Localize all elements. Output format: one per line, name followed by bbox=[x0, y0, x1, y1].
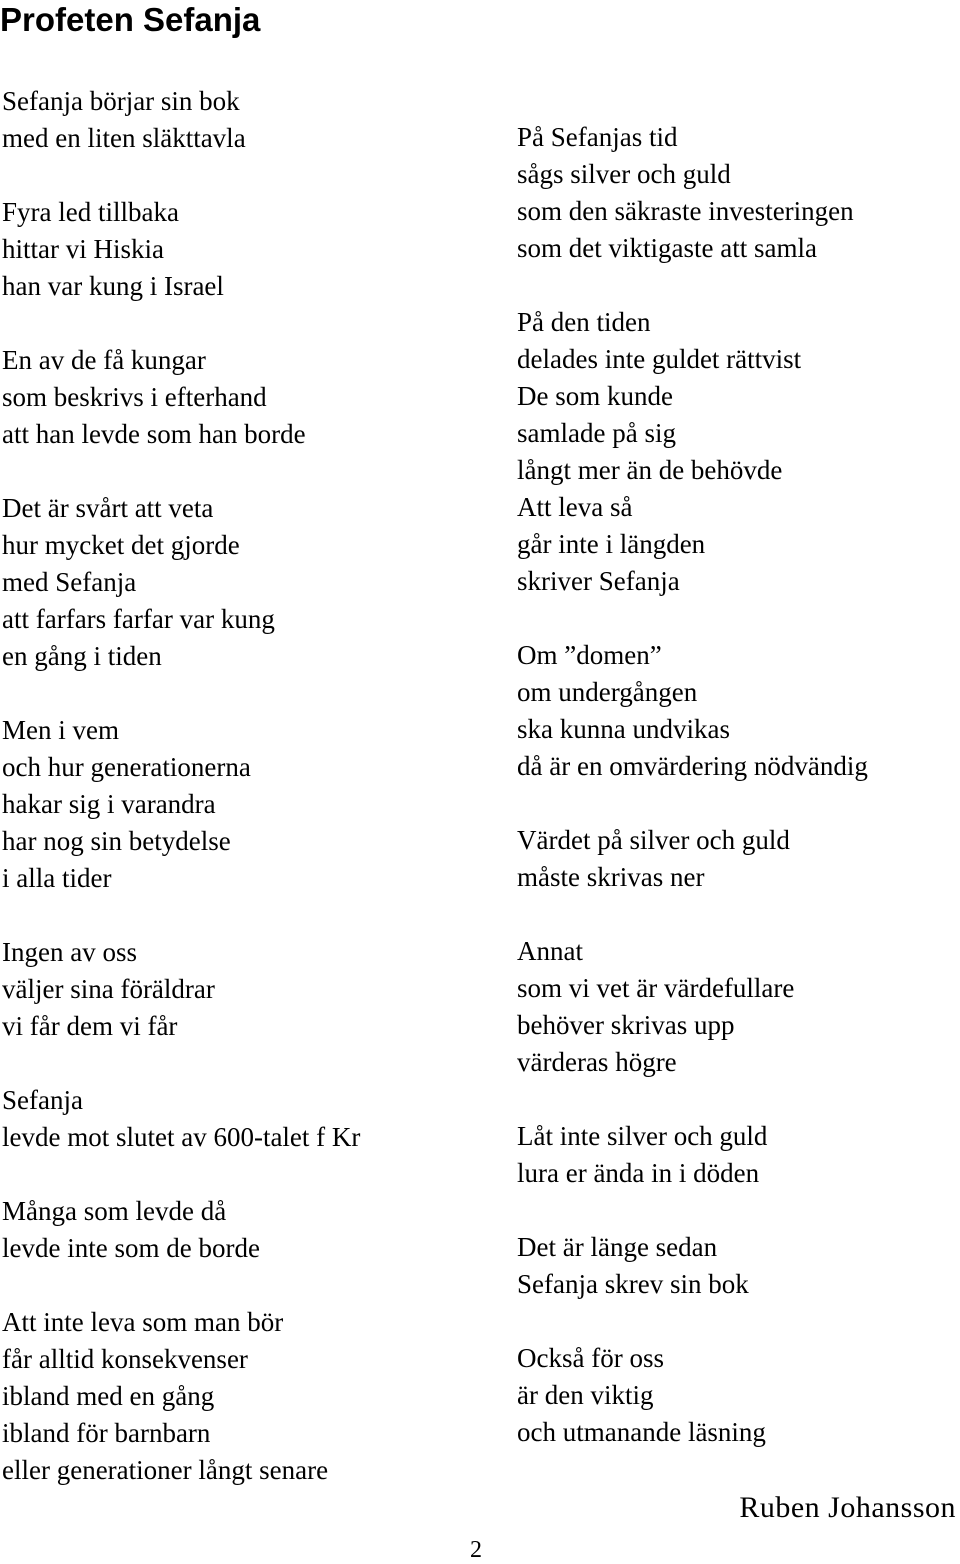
poem-line: att han levde som han borde bbox=[2, 419, 306, 449]
poem-line: att farfars farfar var kung bbox=[2, 604, 275, 634]
poem-line: har nog sin betydelse bbox=[2, 826, 231, 856]
stanza bbox=[517, 1340, 960, 1451]
poem-line: vi får dem vi får bbox=[2, 1011, 178, 1041]
poem-line: levde inte som de borde bbox=[2, 1233, 260, 1263]
poem-line: en gång i tiden bbox=[2, 641, 162, 671]
poem-line: ibland med en gång bbox=[2, 1381, 215, 1411]
stanza bbox=[2, 1193, 472, 1267]
poem-line: som vi vet är värdefullare bbox=[517, 973, 795, 1003]
poem-line: Fyra led tillbaka bbox=[2, 197, 179, 227]
stanza bbox=[2, 194, 472, 305]
stanza bbox=[517, 1118, 960, 1192]
poem-line: väljer sina föräldrar bbox=[2, 974, 215, 1004]
poem-line: i alla tider bbox=[2, 863, 112, 893]
poem-line: med en liten släkttavla bbox=[2, 123, 246, 153]
poem-line: går inte i längden bbox=[517, 529, 706, 559]
poem-line: Värdet på silver och guld bbox=[517, 825, 790, 855]
author-signature: Ruben Johansson bbox=[739, 1491, 956, 1524]
poem-line: På Sefanjas tid bbox=[517, 122, 678, 152]
poem-line: Om ”domen” bbox=[517, 640, 662, 670]
stanza bbox=[517, 1229, 960, 1303]
poem-line: långt mer än de behövde bbox=[517, 455, 783, 485]
poem-line: hittar vi Hiskia bbox=[2, 234, 164, 264]
poem-right-column bbox=[517, 119, 960, 1451]
poem-line: En av de få kungar bbox=[2, 345, 206, 375]
poem-line: då är en omvärdering nödvändig bbox=[517, 751, 868, 781]
stanza bbox=[2, 342, 472, 453]
poem-line: behöver skrivas upp bbox=[517, 1010, 735, 1040]
page-number: 2 bbox=[470, 1537, 482, 1563]
poem-line: skriver Sefanja bbox=[517, 566, 680, 596]
poem-line: Annat bbox=[517, 936, 583, 966]
stanza bbox=[2, 490, 472, 675]
poem-line: Många som levde då bbox=[2, 1196, 227, 1226]
poem-line: är den viktig bbox=[517, 1380, 654, 1410]
poem-line: Sefanja skrev sin bok bbox=[517, 1269, 749, 1299]
poem-line: På den tiden bbox=[517, 307, 651, 337]
poem-line: ska kunna undvikas bbox=[517, 714, 730, 744]
stanza bbox=[2, 1082, 472, 1156]
stanza bbox=[517, 637, 960, 785]
stanza bbox=[2, 83, 472, 157]
poem-line: Låt inte silver och guld bbox=[517, 1121, 768, 1151]
poem-line: får alltid konsekvenser bbox=[2, 1344, 248, 1374]
poem-line: värderas högre bbox=[517, 1047, 677, 1077]
poem-line: om undergången bbox=[517, 677, 698, 707]
page-title: Profeten Sefanja bbox=[0, 1, 261, 38]
poem-line: lura er ända in i döden bbox=[517, 1158, 760, 1188]
poem-line: samlade på sig bbox=[517, 418, 676, 448]
poem-line: och utmanande läsning bbox=[517, 1417, 766, 1447]
poem-line: delades inte guldet rättvist bbox=[517, 344, 802, 374]
poem-line: som det viktigaste att samla bbox=[517, 233, 817, 263]
poem-line: Att inte leva som man bör bbox=[2, 1307, 284, 1337]
stanza bbox=[2, 1304, 472, 1489]
poem-line: Att leva så bbox=[517, 492, 633, 522]
poem-line: Det är svårt att veta bbox=[2, 493, 214, 523]
poem-line: som den säkraste investeringen bbox=[517, 196, 854, 226]
poem-line: ibland för barnbarn bbox=[2, 1418, 211, 1448]
poem-line: Sefanja bbox=[2, 1085, 83, 1115]
poem-line: Det är länge sedan bbox=[517, 1232, 718, 1262]
stanza bbox=[517, 822, 960, 896]
stanza bbox=[517, 933, 960, 1081]
poem-line: med Sefanja bbox=[2, 567, 137, 597]
poem-line: måste skrivas ner bbox=[517, 862, 705, 892]
poem-line: levde mot slutet av 600-talet f Kr bbox=[2, 1122, 361, 1152]
poem-line: De som kunde bbox=[517, 381, 673, 411]
stanza bbox=[2, 712, 472, 897]
poem-line: eller generationer långt senare bbox=[2, 1455, 329, 1485]
poem-line: Sefanja börjar sin bok bbox=[2, 86, 240, 116]
poem-line: Också för oss bbox=[517, 1343, 664, 1373]
poem-line: sågs silver och guld bbox=[517, 159, 731, 189]
poem-line: Men i vem bbox=[2, 715, 119, 745]
poem-left-column bbox=[2, 83, 472, 1489]
poem-line: som beskrivs i efterhand bbox=[2, 382, 267, 412]
poem-line: han var kung i Israel bbox=[2, 271, 224, 301]
stanza bbox=[2, 934, 472, 1045]
stanza bbox=[517, 304, 960, 600]
poem-line: hakar sig i varandra bbox=[2, 789, 216, 819]
poem-line: hur mycket det gjorde bbox=[2, 530, 240, 560]
poem-line: och hur generationerna bbox=[2, 752, 251, 782]
stanza bbox=[517, 119, 960, 267]
poem-line: Ingen av oss bbox=[2, 937, 137, 967]
